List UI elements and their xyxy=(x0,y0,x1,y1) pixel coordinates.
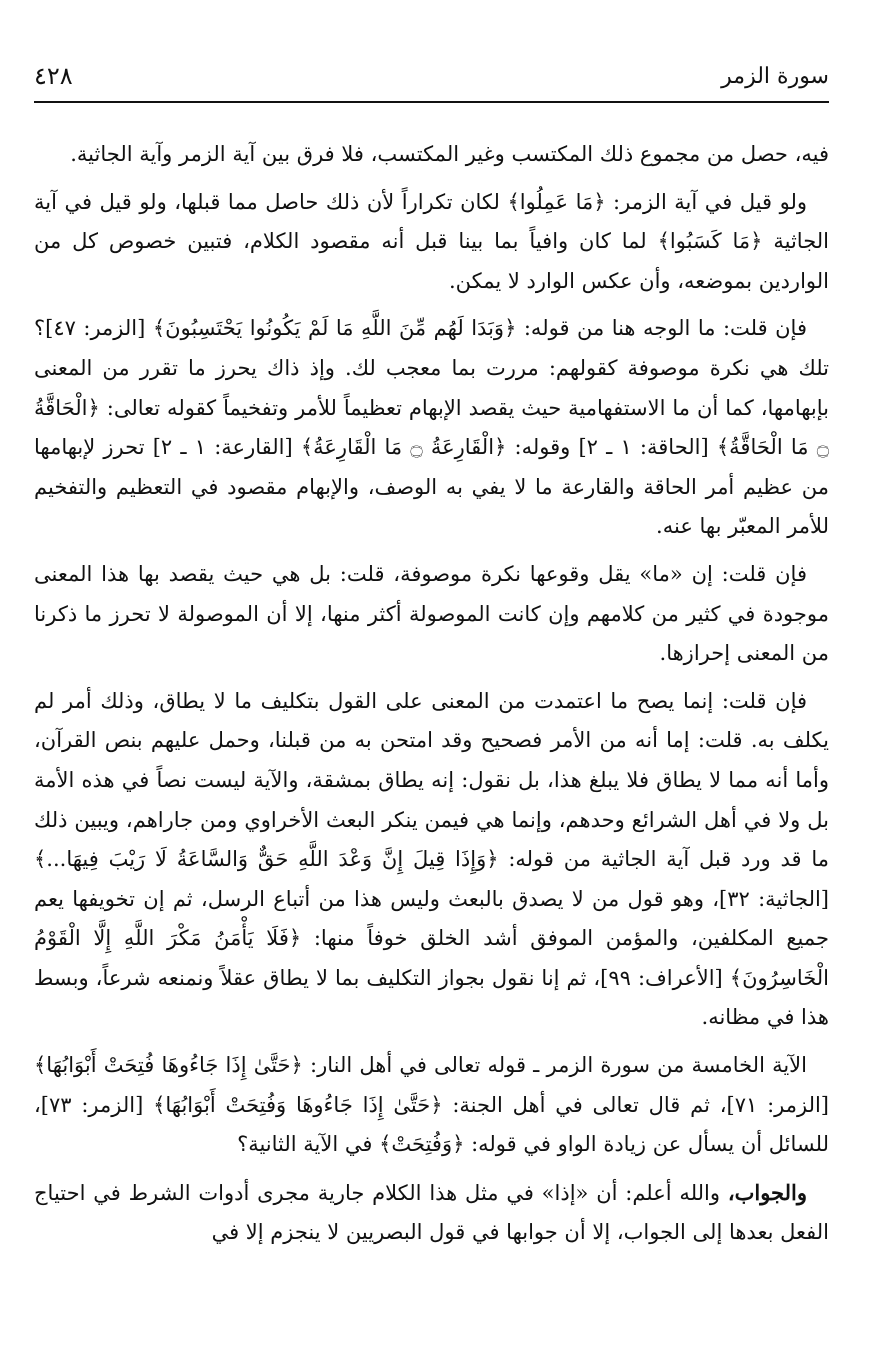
page-body xyxy=(34,135,829,1261)
paragraph: فإن قلت: إنما يصح ما اعتمدت من المعنى على القول بتكليف ما لا يطاق، وذلك أمر لم يكلف به. قلت: إما أنه من الأمر فصحيح وقد امتحن به من قبلنا، وحمل عليهم بنص القرآن، وأما أنه مما لا يطاق فلا يبلغ هذا، بل نقول: إنه يطاق بمشقة، والآية ليست نصاً في هذه الأمة بل ولا في أهل الشرائع وحدهم، وإنما هي فيمن ينكر البعث الأخراوي ومن جاراهم، ويبين ذلك ما قد ورد قبل آية الجاثية من قوله: ﴿وَإِذَا قِيلَ إِنَّ وَعْدَ اللَّهِ حَقٌّ وَالسَّاعَةُ لَا رَيْبَ فِيهَا...﴾ [الجاثية: ٣٢]، وهو قول من لا يصدق بالبعث وليس هذا من أتباع الرسل، ثم إن تخويفها يعم جميع المكلفين، والمؤمن الموفق أشد الخلق خوفاً منها: ﴿فَلَا يَأْمَنُ مَكْرَ اللَّهِ إِلَّا الْقَوْمُ الْخَاسِرُونَ﴾ [الأعراف: ٩٩]، ثم إنا نقول بجواز التكليف بما لا يطاق عقلاً ونمنعه شرعاً، وبسط هذا في مظانه. xyxy=(34,688,830,1030)
page-number: ٤٢٨ xyxy=(34,62,73,90)
paragraph: فإن قلت: إن «ما» يقل وقوعها نكرة موصوفة، قلت: بل هي حيث يقصد بها هذا المعنى موجودة في كثير من كلامهم وإن كانت الموصولة أكثر منها، إلا أن الموصولة لا تحرز ما ذكرنا من المعنى إحرازها. xyxy=(34,561,829,666)
paragraph: فإن قلت: ما الوجه هنا من قوله: ﴿وَبَدَا لَهُم مِّنَ اللَّهِ مَا لَمْ يَكُونُوا يَحْتَسِبُونَ﴾ [الزمر: ٤٧]؟ تلك هي نكرة موصوفة كقولهم: مررت بما معجب لك. وإذ ذاك يحرز ما تقرر من المعنى بإبهامها، كما أن ما الاستفهامية حيث يقصد الإبهام تعظيماً للأمر وتفخيماً كقوله تعالى: ﴿الْحَاقَّةُ ۝ مَا الْحَاقَّةُ﴾ [الحاقة: ١ ـ ٢] وقوله: ﴿الْقَارِعَةُ ۝ مَا الْقَارِعَةُ﴾ [القارعة: ١ ـ ٢] تحرز لإبهامها من عظيم أمر الحاقة والقارعة ما لا يفي به الوصف، والإبهام مقصود في التعظيم والتفخيم للأمر المعبّر بها عنه. xyxy=(34,316,829,539)
paragraph: ولو قيل في آية الزمر: ﴿مَا عَمِلُوا﴾ لكان تكراراً لأن ذلك حاصل مما قبلها، ولو قيل في آية الجاثية ﴿مَا كَسَبُوا﴾ لما كان وافياً بما بينا قبل أنه مقصود الكلام، فتبين خصوص كل من الواردين بموضعه، وأن عكس الوارد لا يمكن. xyxy=(34,189,829,293)
page-header xyxy=(34,58,829,98)
paragraph: الآية الخامسة من سورة الزمر ـ قوله تعالى في أهل النار: ﴿حَتَّىٰ إِذَا جَاءُوهَا فُتِحَتْ أَبْوَابُهَا﴾ [الزمر: ٧١]، ثم قال تعالى في أهل الجنة: ﴿حَتَّىٰ إِذَا جَاءُوهَا وَفُتِحَتْ أَبْوَابُهَا﴾ [الزمر: ٧٣]، للسائل أن يسأل عن زيادة الواو في قوله: ﴿وَفُتِحَتْ﴾ في الآية الثانية؟ xyxy=(34,1053,830,1157)
answer-text: والله أعلم: أن «إذا» في مثل هذا الكلام جارية مجرى أدوات الشرط في احتياج الفعل بعدها إلى الجواب، إلا أن جوابها في قول البصريين لا ينجزم إلا في xyxy=(34,1180,829,1245)
header-rule xyxy=(34,101,829,103)
answer-lead: والجواب، xyxy=(727,1179,807,1205)
running-title: سورة الزمر xyxy=(721,64,829,89)
answer-paragraph xyxy=(34,1173,829,1253)
paragraph: فيه، حصل من مجموع ذلك المكتسب وغير المكتسب، فلا فرق بين آية الزمر وآية الجاثية. xyxy=(70,142,829,166)
